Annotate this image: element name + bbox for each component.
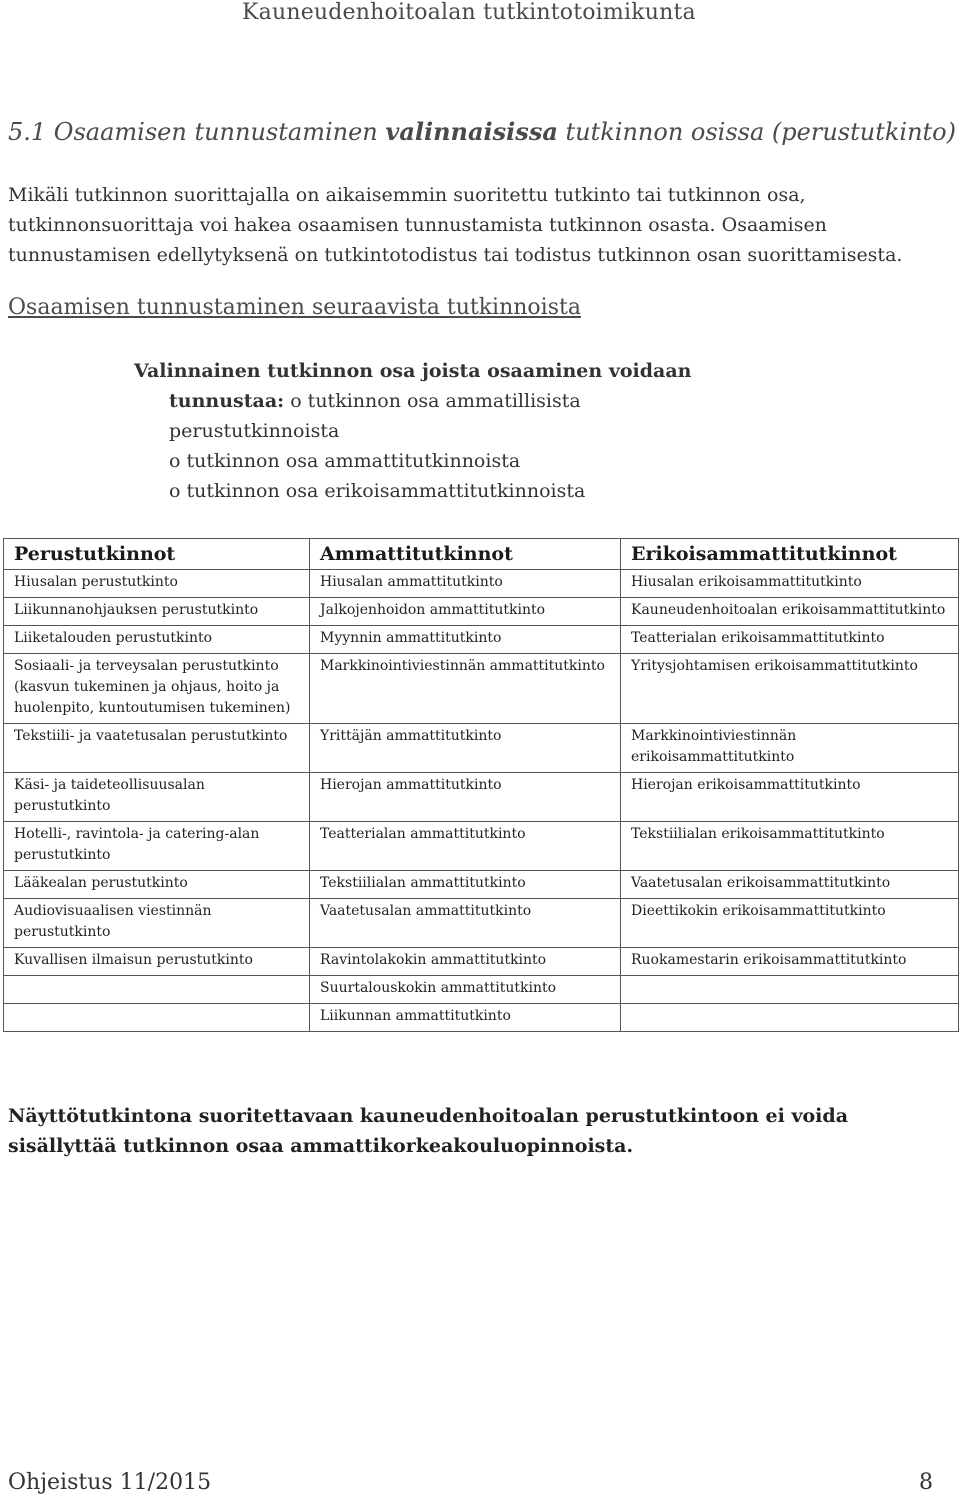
table-cell: Markkinointiviestinnän ammattitutkinto [310, 654, 621, 724]
table-cell: Jalkojenhoidon ammattitutkinto [310, 598, 621, 626]
section-title-prefix: 5.1 Osaamisen tunnustaminen [8, 118, 386, 146]
table-cell: Ruokamestarin erikoisammattitutkinto [621, 948, 959, 976]
table-cell: Käsi- ja taideteollisuusalan perustutkinto [4, 773, 310, 822]
table-row [4, 899, 959, 948]
table-row [4, 598, 959, 626]
table-cell: Kuvallisen ilmaisun perustutkinto [4, 948, 310, 976]
table-row [4, 654, 959, 724]
table-cell: Hiusalan ammattitutkinto [310, 570, 621, 598]
table-row [4, 976, 959, 1004]
table-row [4, 626, 959, 654]
table-cell: Liikunnanohjauksen perustutkinto [4, 598, 310, 626]
qualifications-table [3, 538, 959, 1032]
intro-paragraph: Mikäli tutkinnon suorittajalla on aikaisemmin suoritettu tutkinto tai tutkinnon osa, tutkinnonsuorittaja voi hakea osaamisen tunnustamista tutkinnon osasta. Osaamisen tunnustamisen edellytyksenä on tutkintotodistus tai todistus tutkinnon osan suorittamisesta. [8, 184, 903, 266]
table-cell: Audiovisuaalisen viestinnän perustutkinto [4, 899, 310, 948]
table-cell: Tekstiilialan erikoisammattitutkinto [621, 822, 959, 871]
closing-note: Näyttötutkintona suoritettavaan kauneudenhoitoalan perustutkintoon ei voida sisällyttää tutkinnon osaa ammattikorkeakouluopinnoista. [8, 1105, 848, 1157]
table-cell: Yritysjohtamisen erikoisammattitutkinto [621, 654, 959, 724]
subheading: Osaamisen tunnustaminen seuraavista tutkinnoista [8, 295, 581, 320]
table-cell: Yrittäjän ammattitutkinto [310, 724, 621, 773]
table-cell: Hiusalan perustutkinto [4, 570, 310, 598]
table-row [4, 724, 959, 773]
table-row [4, 948, 959, 976]
table-cell: Teatterialan ammattitutkinto [310, 822, 621, 871]
table-cell [621, 1004, 959, 1032]
table-cell: Markkinointiviestinnän erikoisammattitutkinto [621, 724, 959, 773]
footer-page-number: 8 [919, 1470, 933, 1495]
table-cell: Hiusalan erikoisammattitutkinto [621, 570, 959, 598]
table-cell: Teatterialan erikoisammattitutkinto [621, 626, 959, 654]
table-row [4, 822, 959, 871]
elective-lead-line2: tunnustaa: [169, 390, 285, 412]
table-row [4, 1004, 959, 1032]
table-cell: Vaatetusalan erikoisammattitutkinto [621, 871, 959, 899]
table-cell: Suurtalouskokin ammattitutkinto [310, 976, 621, 1004]
table-cell: Myynnin ammattitutkinto [310, 626, 621, 654]
table-cell: Liiketalouden perustutkinto [4, 626, 310, 654]
table-cell [621, 976, 959, 1004]
table-cell: Kauneudenhoitoalan erikoisammattitutkinto [621, 598, 959, 626]
section-title-emphasis: valinnaisissa [385, 117, 558, 146]
table-row [4, 570, 959, 598]
table-cell [4, 1004, 310, 1032]
column-header-ammattitutkinnot: Ammattitutkinnot [310, 539, 621, 570]
elective-line2 [134, 386, 734, 446]
elective-item: o tutkinnon osa erikoisammattitutkinnoista [169, 480, 586, 502]
table-body [4, 570, 959, 1032]
column-header-erikoisammattitutkinnot: Erikoisammattitutkinnot [621, 539, 959, 570]
table-cell: Liikunnan ammattitutkinto [310, 1004, 621, 1032]
table-cell: Dieettikokin erikoisammattitutkinto [621, 899, 959, 948]
footer-document-label: Ohjeistus 11/2015 [8, 1470, 212, 1495]
table-cell: Sosiaali- ja terveysalan perustutkinto (kasvun tukeminen ja ohjaus, hoito ja huolenpito, kuntoutumisen tukeminen) [4, 654, 310, 724]
table-cell: Tekstiili- ja vaatetusalan perustutkinto [4, 724, 310, 773]
table-cell: Ravintolakokin ammattitutkinto [310, 948, 621, 976]
table-cell: Hierojan ammattitutkinto [310, 773, 621, 822]
elective-lead-line1: Valinnainen tutkinnon osa joista osaaminen voidaan [134, 360, 692, 382]
elective-item: o tutkinnon osa ammattitutkinnoista [169, 450, 521, 472]
elective-item: o tutkinnon osa ammatillisista perustutkinnoista [169, 390, 581, 442]
table-cell: Vaatetusalan ammattitutkinto [310, 899, 621, 948]
elective-block [134, 356, 734, 506]
section-title [8, 117, 956, 146]
section-title-suffix: tutkinnon osissa (perustutkinto) [557, 118, 956, 146]
table-cell: Hotelli-, ravintola- ja catering-alan perustutkinto [4, 822, 310, 871]
column-header-perustutkinnot: Perustutkinnot [4, 539, 310, 570]
table-row [4, 773, 959, 822]
table-cell [4, 976, 310, 1004]
table-cell: Hierojan erikoisammattitutkinto [621, 773, 959, 822]
table-cell: Lääkealan perustutkinto [4, 871, 310, 899]
table-cell: Tekstiilialan ammattitutkinto [310, 871, 621, 899]
table-row [4, 871, 959, 899]
table-header-row [4, 539, 959, 570]
page-header: Kauneudenhoitoalan tutkintotoimikunta [242, 0, 696, 25]
